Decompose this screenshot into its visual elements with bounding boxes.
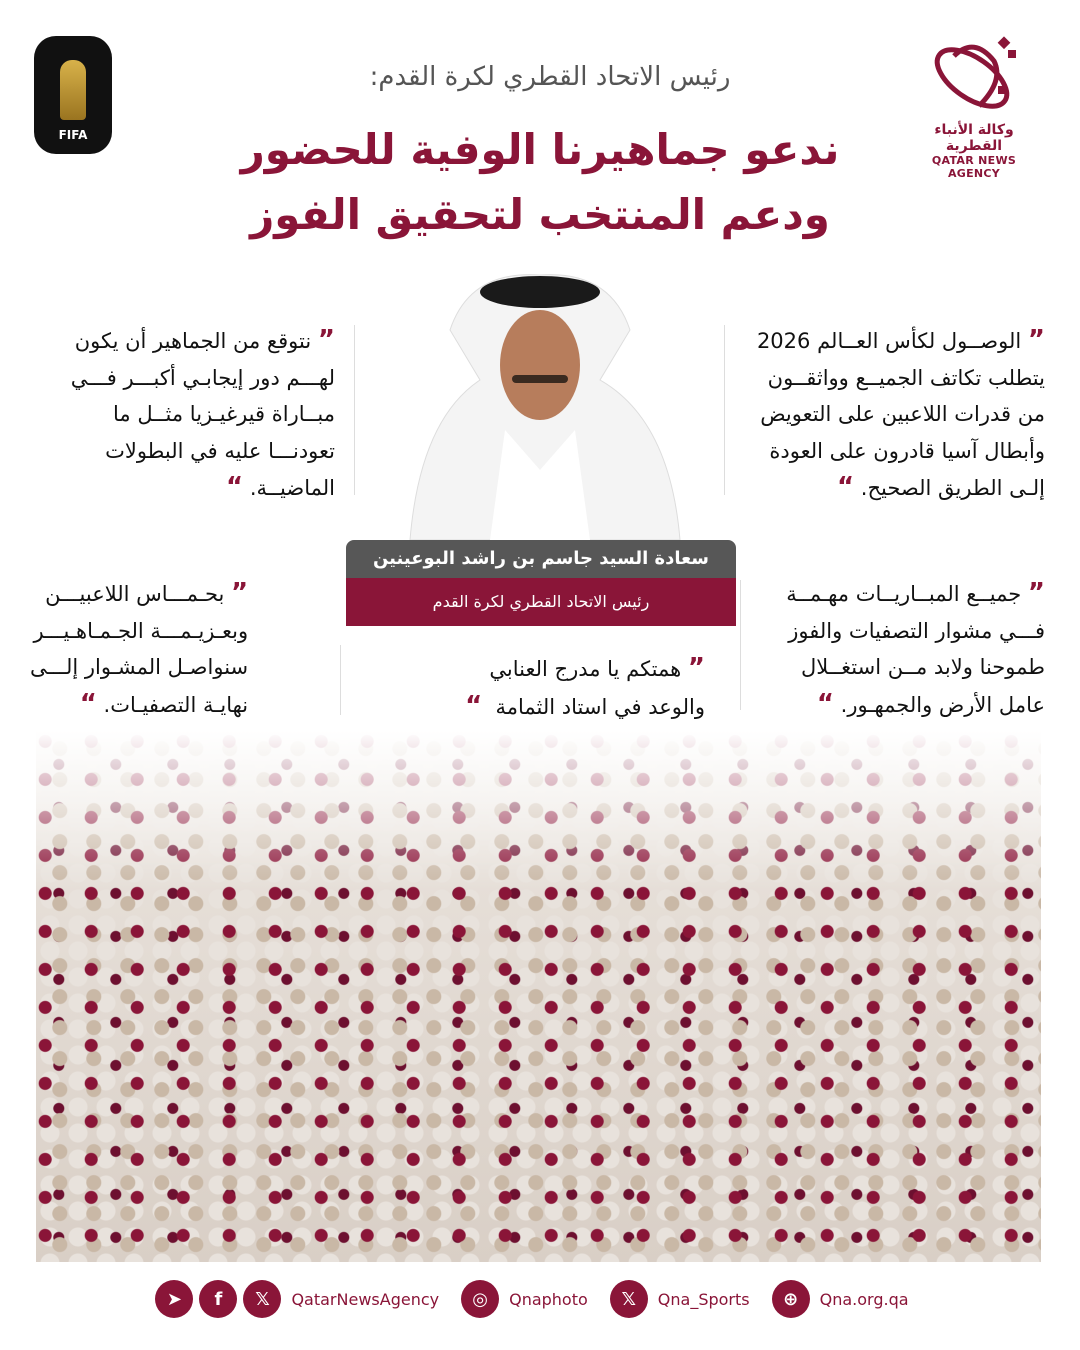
quote-line: يتطلب تكاتف الجميــع وواثقــون (767, 365, 1045, 390)
open-quote-icon: ” (687, 653, 705, 683)
quote-line: من قدرات اللاعبين على التعويض (760, 402, 1045, 426)
quote-line: وبعـزيـمـــة الجـمـاهـيـــر (33, 618, 249, 643)
quote-line: طموحنا ولابد مــن استغــلال (801, 655, 1045, 679)
fans-crowd-photo (36, 730, 1041, 1262)
divider (724, 325, 725, 495)
quote-line: سنواصـل المشـوار إلـــى (30, 655, 249, 679)
close-quote-icon: “ (79, 688, 97, 719)
speaker-name: سعادة السيد جاسم بن راشد البوعينين (346, 540, 736, 578)
social-handle-qnaphoto[interactable]: Qnaphoto (509, 1289, 588, 1309)
kicker: رئيس الاتحاد القطري لكرة القدم: (369, 62, 731, 92)
headline-line-2: ودعم المنتخب لتحقيق الفوز (250, 190, 830, 239)
telegram-icon[interactable]: ➤ (155, 1280, 193, 1318)
divider (340, 645, 341, 715)
divider (740, 580, 741, 710)
close-quote-icon: “ (837, 472, 855, 502)
quote-middle-bottom (465, 650, 705, 725)
quote-left-top (71, 322, 335, 507)
x-icon[interactable]: 𝕏 (610, 1280, 648, 1318)
facebook-icon[interactable]: f (199, 1280, 237, 1318)
social-handle-qna-sports[interactable]: Qna_Sports (657, 1289, 750, 1309)
quote-left-bottom (30, 575, 248, 723)
qna-arabic-name: وكالة الأنباء القطرية (934, 122, 1014, 154)
quote-line: وأبطال آسيا قادرون على العودة (769, 438, 1045, 463)
quote-line: فـــي مشوار التصفيات والفوز (788, 618, 1045, 643)
fifa-label: FIFA (58, 128, 88, 142)
speaker-title: رئيس الاتحاد القطري لكرة القدم (346, 578, 736, 626)
quote-line: الوصــول لكأس العــالم 2026 (756, 329, 1022, 353)
quote-line: جميــع المبــاريــات مهـمــة (786, 582, 1022, 606)
quote-line: عامل الأرض والجمهـور. (840, 692, 1045, 717)
open-quote-icon: ” (1027, 325, 1045, 355)
quote-line: نتوقع من الجماهير أن يكون (74, 329, 312, 353)
quote-line: لهـــم دور إيجابـي أكبـــر فـــي (70, 365, 335, 390)
headline-line-1: ندعو جماهيرنا الوفية للحضور (240, 125, 840, 174)
globe-icon[interactable]: ⊕ (772, 1280, 810, 1318)
quote-line: نهايـة التصفيـات. (103, 692, 249, 717)
quote-line: الماضيــة. (249, 476, 335, 500)
qna-english-name: QATAR NEWS AGENCY (931, 154, 1017, 180)
quote-right-top (757, 322, 1045, 507)
quote-line: إلـى الطريق الصحيح. (860, 476, 1045, 500)
quote-line: همتكم يا مدرج العنابي (489, 657, 682, 681)
instagram-icon[interactable]: ◎ (461, 1280, 499, 1318)
quote-line: بحـمـــاس اللاعبيـــن (45, 582, 225, 606)
close-quote-icon: “ (465, 690, 483, 721)
quote-line: والوعد في استاد الثمامة (495, 694, 705, 719)
social-footer (0, 1280, 1080, 1318)
quote-line: مبــاراة قيرغيـزيا مثــل ما (113, 402, 335, 426)
x-icon[interactable]: 𝕏 (243, 1280, 281, 1318)
divider (354, 325, 355, 495)
quote-line: تعودنـــا عليه في البطولات (105, 438, 335, 463)
open-quote-icon: ” (317, 325, 335, 355)
open-quote-icon: ” (231, 578, 249, 608)
speaker-portrait (390, 270, 690, 540)
close-quote-icon: “ (816, 688, 834, 719)
open-quote-icon: ” (1027, 578, 1045, 608)
quote-right-bottom (786, 575, 1045, 723)
social-handle-qatarnewsagency[interactable]: QatarNewsAgency (291, 1289, 440, 1309)
close-quote-icon: “ (226, 472, 244, 502)
website-link[interactable]: Qna.org.qa (819, 1289, 909, 1309)
